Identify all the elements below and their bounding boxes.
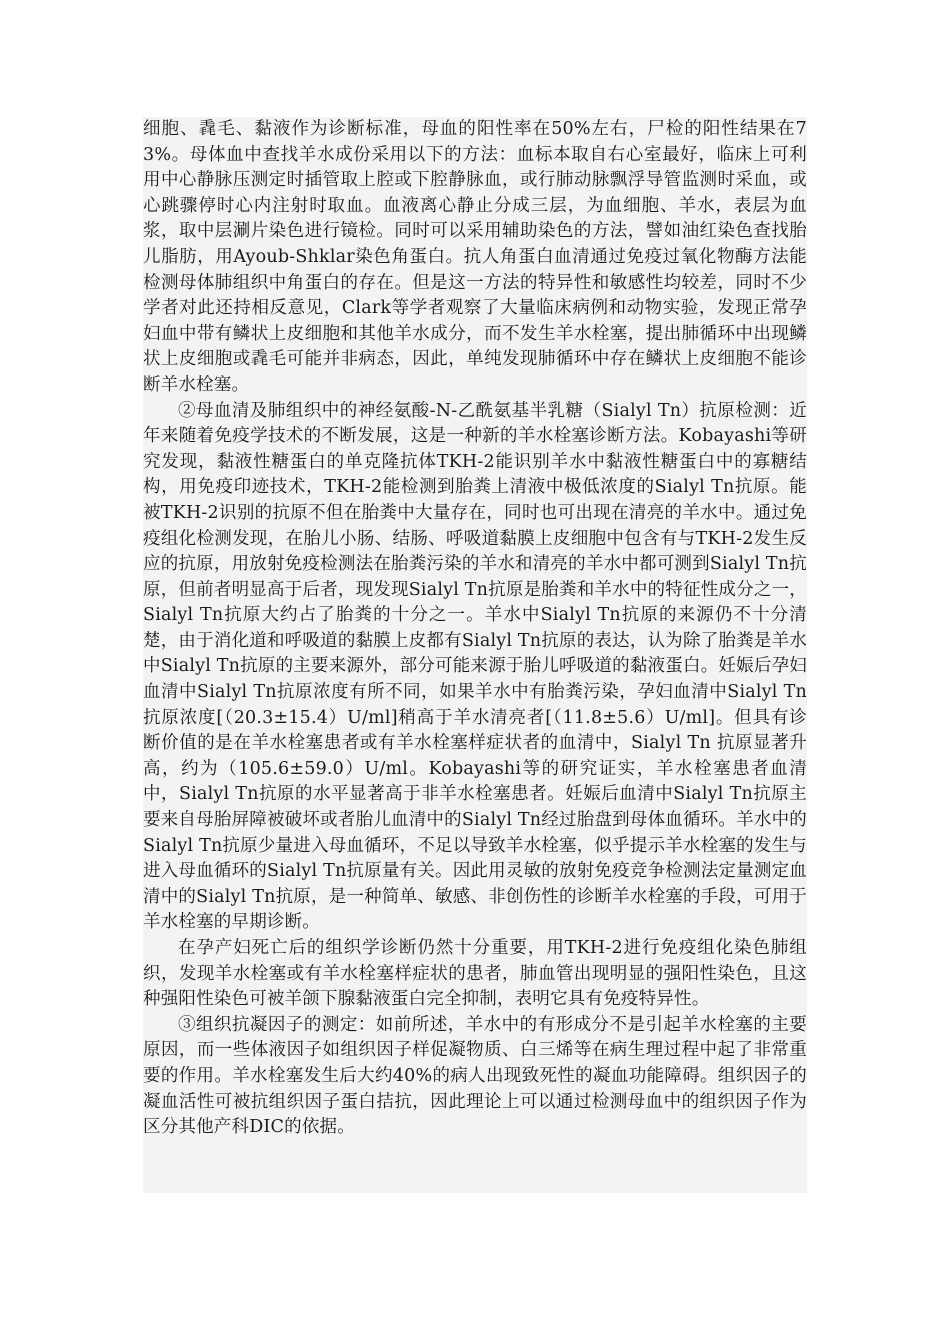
text-block <box>143 117 807 1193</box>
paragraph-3: 在孕产妇死亡后的组织学诊断仍然十分重要，用TKH-2进行免疫组化染色肺组织，发现羊水栓塞或有羊水栓塞样症状的患者，肺血管出现明显的强阳性染色，且这种强阳性染色可被羊颌下腺黏液蛋白完全抑制，表明它具有免疫特异性。 <box>143 938 807 1010</box>
paragraph-2: ②母血清及肺组织中的神经氨酸-N-乙酰氨基半乳糖（Sialyl Tn）抗原检测：近年来随着免疫学技术的不断发展，这是一种新的羊水栓塞诊断方法。Kobayashi等研究发现，黏液性糖蛋白的单克隆抗体TKH-2能识别羊水中黏液性糖蛋白中的寡糖结构，用免疫印迹技术，TKH-2能检测到胎粪上清液中极低浓度的Sialyl Tn抗原。能被TKH-2识别的抗原不但在胎粪中大量存在，同时也可出现在清亮的羊水中。通过免疫组化检测发现，在胎儿小肠、结肠、呼吸道黏膜上皮细胞中包含有与TKH-2发生反应的抗原，用放射免疫检测法在胎粪污染的羊水和清亮的羊水中都可测到Sialyl Tn抗原，但前者明显高于后者，现发现Sialyl Tn抗原是胎粪和羊水中的特征性成分之一，Sialyl Tn抗原大约占了胎粪的十分之一。羊水中Sialyl Tn抗原的来源仍不十分清楚，由于消化道和呼吸道的黏膜上皮都有Sialyl Tn抗原的表达，认为除了胎粪是羊水中Sialyl Tn抗原的主要来源外，部分可能来源于胎儿呼吸道的黏液蛋白。妊娠后孕妇血清中Sialyl Tn抗原浓度有所不同，如果羊水中有胎粪污染，孕妇血清中Sialyl Tn抗原浓度[（20.3±15.4）U/ml]稍高于羊水清亮者[（11.8±5.6）U/ml]。但具有诊断价值的是在羊水栓塞患者或有羊水栓塞样症状者的血清中，Sialyl Tn 抗原显著升高，约为（105.6±59.0）U/ml。Kobayashi等的研究证实，羊水栓塞患者血清中，Sialyl Tn抗原的水平显著高于非羊水栓塞患者。妊娠后血清中Sialyl Tn抗原主要来自母胎屏障被破坏或者胎儿血清中的Sialyl Tn经过胎盘到母体血循环。羊水中的Sialyl Tn抗原少量进入母血循环，不足以导致羊水栓塞，似乎提示羊水栓塞的发生与进入母血循环的Sialyl Tn抗原量有关。因此用灵敏的放射免疫竞争检测法定量测定血清中的Sialyl Tn抗原，是一种简单、敏感、非创伤性的诊断羊水栓塞的手段，可用于羊水栓塞的早期诊断。 <box>143 400 807 933</box>
paragraph-1: 细胞、毳毛、黏液作为诊断标准，母血的阳性率在50%左右，尸检的阳性结果在73%。母体血中查找羊水成份采用以下的方法：血标本取自右心室最好，临床上可利用中心静脉压测定时插管取上腔或下腔静脉血，或行肺动脉飘浮导管监测时采血，或心跳骤停时心内注射时取血。血液离心静止分成三层，为血细胞、羊水，表层为血浆，取中层涮片染色进行镜检。同时可以采用辅助染色的方法，譬如油红染色查找胎儿脂肪，用Ayoub-Shklar染色角蛋白。抗人角蛋白血清通过免疫过氧化物酶方法能检测母体肺组织中角蛋白的存在。但是这一方法的特异性和敏感性均较差，同时不少学者对此还持相反意见，Clark等学者观察了大量临床病例和动物实验，发现正常孕妇血中带有鳞状上皮细胞和其他羊水成分，而不发生羊水栓塞，提出肺循环中出现鳞状上皮细胞或毳毛可能并非病态，因此，单纯发现肺循环中存在鳞状上皮细胞不能诊断羊水栓塞。 <box>143 119 807 395</box>
paragraph-4: ③组织抗凝因子的测定：如前所述，羊水中的有形成分不是引起羊水栓塞的主要原因，而一些体液因子如组织因子样促凝物质、白三烯等在病生理过程中起了非常重要的作用。羊水栓塞发生后大约40%的病人出现致死性的凝血功能障碍。组织因子的凝血活性可被抗组织因子蛋白拮抗，因此理论上可以通过检测母血中的组织因子作为区分其他产科DIC的依据。 <box>143 1014 807 1138</box>
